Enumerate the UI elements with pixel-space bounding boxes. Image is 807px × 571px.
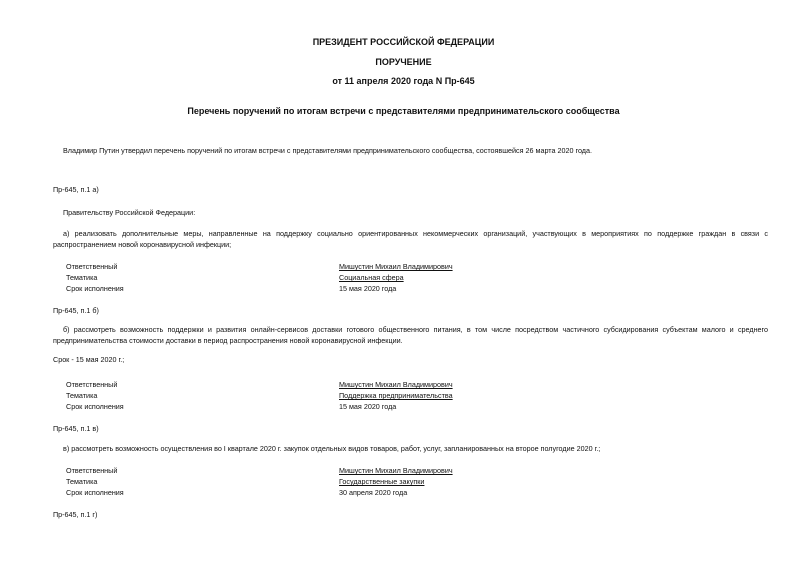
topic-label-a: Тематика: [66, 273, 98, 282]
item-ref-c: Пр-645, п.1 в): [53, 424, 99, 433]
responsible-link-b[interactable]: Мишустин Михаил Владимирович: [339, 380, 453, 389]
item-ref-a: Пр-645, п.1 а): [53, 185, 99, 194]
document-type: ПОРУЧЕНИЕ: [375, 57, 432, 67]
item-text-c: в) рассмотреть возможность осуществления во I квартале 2020 г. закупок отдельных видов товаров, работ, услуг, запланированных на второе полугодие 2020 г.;: [63, 444, 601, 453]
authority-heading: ПРЕЗИДЕНТ РОССИЙСКОЙ ФЕДЕРАЦИИ: [312, 37, 495, 47]
deadline-label-b: Срок исполнения: [66, 402, 124, 411]
responsible-label-c: Ответственный: [66, 466, 118, 475]
topic-label-b: Тематика: [66, 391, 98, 400]
responsible-link-a[interactable]: Мишустин Михаил Владимирович: [339, 262, 453, 271]
topic-label-c: Тематика: [66, 477, 98, 486]
item-text-a: а) реализовать дополнительные меры, направленные на поддержку социально ориентированных некоммерческих организаций, участвующих в мероприятиях по поддержке граждан в связи с распространением новой коронавирусной инфекции;: [53, 229, 768, 249]
responsible-link-c[interactable]: Мишустин Михаил Владимирович: [339, 466, 453, 475]
topic-link-c[interactable]: Государственные закупки: [339, 477, 425, 486]
document-title: Перечень поручений по итогам встречи с представителями предпринимательского сообщества: [187, 106, 620, 116]
addressee: Правительству Российской Федерации:: [63, 208, 196, 217]
deadline-value-a: 15 мая 2020 года: [339, 284, 397, 293]
intro-paragraph: Владимир Путин утвердил перечень поручений по итогам встречи с представителями предпринимательского сообщества, состоявшейся 26 марта 2020 года.: [63, 146, 592, 155]
deadline-value-c: 30 апреля 2020 года: [339, 488, 408, 497]
topic-link-b[interactable]: Поддержка предпринимательства: [339, 391, 453, 400]
item-term-b: Срок - 15 мая 2020 г.;: [53, 355, 125, 364]
responsible-label-b: Ответственный: [66, 380, 118, 389]
item-ref-d: Пр-645, п.1 г): [53, 510, 98, 519]
topic-link-a[interactable]: Социальная сфера: [339, 273, 404, 282]
deadline-label-c: Срок исполнения: [66, 488, 124, 497]
item-text-b: б) рассмотреть возможность поддержки и развития онлайн-сервисов доставки готового общественного питания, в том числе посредством частичного субсидирования субъектам малого и среднего предпринимательства стоимости доставки в период распространения новой коронавирусной инфекции.: [53, 325, 768, 345]
document-date-number: от 11 апреля 2020 года N Пр-645: [332, 76, 475, 86]
deadline-label-a: Срок исполнения: [66, 284, 124, 293]
deadline-value-b: 15 мая 2020 года: [339, 402, 397, 411]
responsible-label-a: Ответственный: [66, 262, 118, 271]
item-ref-b: Пр-645, п.1 б): [53, 306, 99, 315]
